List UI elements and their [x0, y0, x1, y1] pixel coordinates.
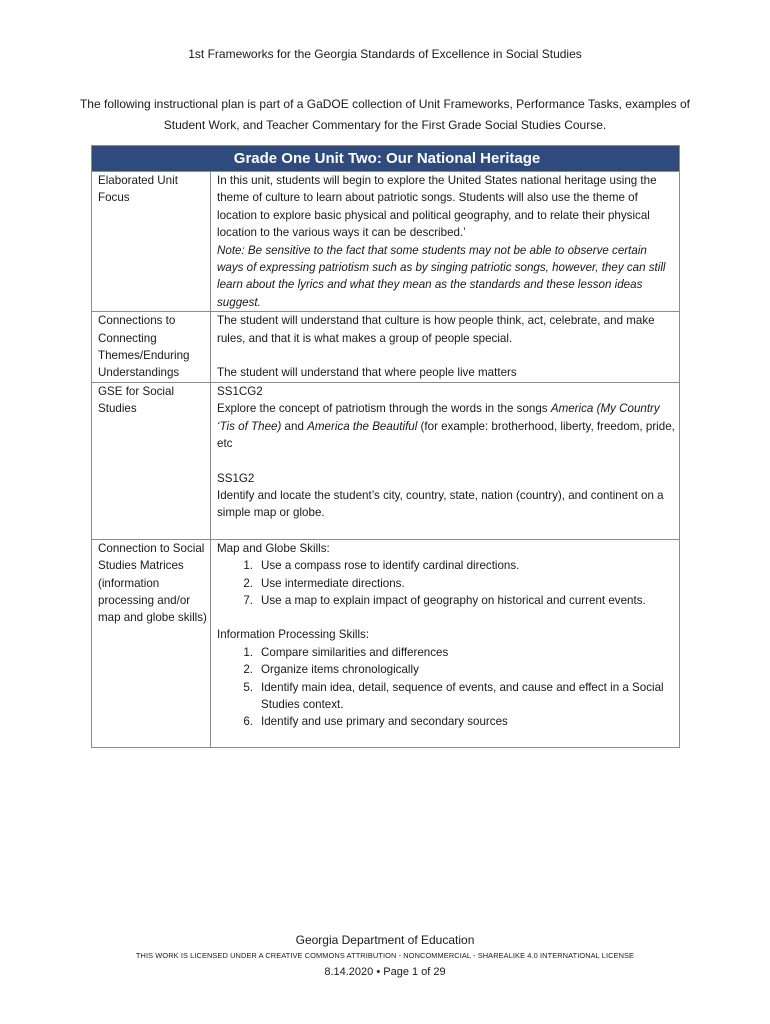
- page-header: 1st Frameworks for the Georgia Standards of Excellence in Social Studies: [188, 47, 582, 61]
- table-row: [92, 172, 680, 312]
- standard-text-ss1cg2: Explore the concept of patriotism through the words in the songs America (My Country ‘Tis of Thee) and America the Beautiful (for example: brotherhood, liberty, freedom, pride, etc: [217, 402, 675, 451]
- table-row: [92, 382, 680, 539]
- focus-cell: [211, 172, 680, 312]
- map-skills-heading: Map and Globe Skills:: [217, 541, 330, 555]
- list-item: 2. Use intermediate directions.: [243, 576, 405, 590]
- focus-note: Note: Be sensitive to the fact that some students may not be able to observe certain ways of expressing patriotism such as by singing patriotic songs, however, they can still learn about the lyrics and what they mean as the standards and these lesson ideas suggest.: [217, 243, 666, 309]
- row-label-gse: GSE for Social Studies: [92, 382, 211, 539]
- standard-code-ss1g2: SS1G2: [217, 471, 255, 485]
- list-item: 2. Organize items chronologically: [243, 663, 419, 677]
- table-row: [92, 539, 680, 747]
- footer-department: Georgia Department of Education: [295, 933, 475, 947]
- focus-text: In this unit, students will begin to explore the United States national heritage using the theme of culture to learn about patriotic songs. Students will also use the theme of location to explore basic physical and political geography, and to relate their physical location to the various ways it can be described.’: [217, 174, 657, 240]
- standard-text-ss1g2: Identify and locate the student’s city, country, state, nation (country), and continent on a simple map or globe.: [217, 488, 664, 520]
- footer-license: THIS WORK IS LICENSED UNDER A CREATIVE COMMONS ATTRIBUTION - NONCOMMERCIAL - SHAREALIKE 4.0 INTERNATIONAL LICENSE: [135, 951, 635, 960]
- intro-paragraph: The following instructional plan is part of a GaDOE collection of Unit Frameworks, Performance Tasks, examples of Student Work, and Teacher Commentary for the First Grade Social Studies Course.: [79, 97, 691, 132]
- info-skills-heading: Information Processing Skills:: [217, 628, 370, 642]
- info-skills-list: [217, 644, 676, 731]
- connections-text-culture: The student will understand that culture is how people think, act, celebrate, and make rules, and that it is what makes a group of people special.: [217, 314, 655, 345]
- list-item: 5. Identify main idea, detail, sequence of events, and cause and effect in a Social Studies context.: [243, 680, 664, 711]
- connections-text-location: The student will understand that where people live matters: [217, 366, 517, 380]
- row-label-focus: Elaborated Unit Focus: [92, 172, 211, 312]
- row-label-connections: Connections to Connecting Themes/Enduring Understandings: [92, 312, 211, 383]
- connections-cell: [211, 312, 680, 383]
- map-skills-list: [217, 557, 676, 609]
- unit-title: Grade One Unit Two: Our National Heritage: [92, 146, 680, 172]
- table-title-row: [92, 146, 680, 172]
- footer-page-number: 8.14.2020 • Page 1 of 29: [324, 966, 446, 978]
- list-item: 7. Use a map to explain impact of geography on historical and current events.: [243, 593, 646, 607]
- list-item: 1. Compare similarities and differences: [243, 645, 449, 659]
- standard-code-ss1cg2: SS1CG2: [217, 384, 263, 398]
- gse-cell: [211, 382, 680, 539]
- table-row: [92, 312, 680, 383]
- list-item: 1. Use a compass rose to identify cardinal directions.: [243, 559, 520, 573]
- row-label-matrices: Connection to Social Studies Matrices (information processing and/or map and globe skills): [92, 539, 211, 747]
- matrices-cell: [211, 539, 680, 747]
- instructional-plan-table: [91, 145, 680, 748]
- list-item: 6. Identify and use primary and secondary sources: [243, 715, 508, 729]
